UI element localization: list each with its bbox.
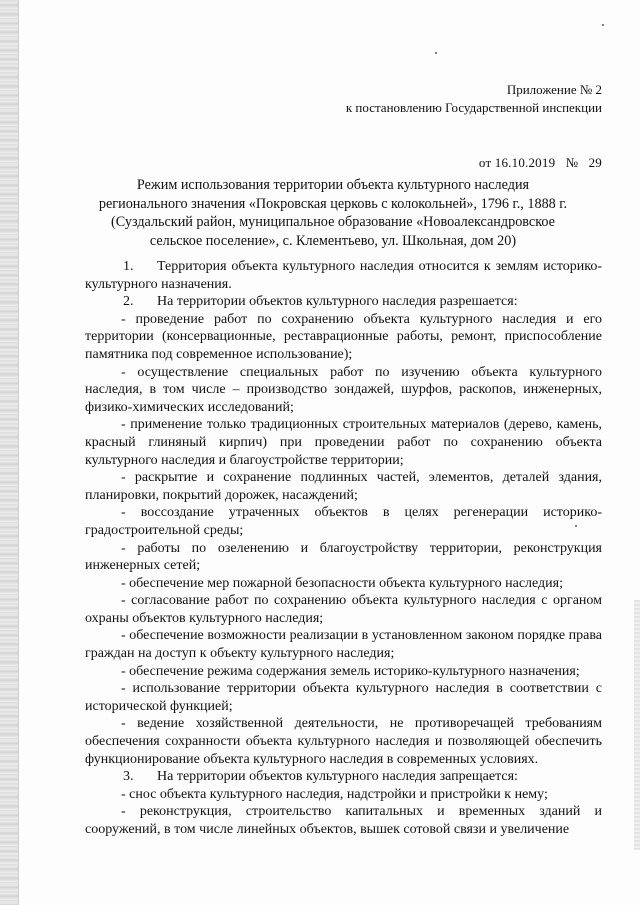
order-date-number: от 16.10.2019 № 29 bbox=[478, 155, 602, 170]
list-item: - снос объекта культурного наследия, надстройки и пристройки к нему; bbox=[121, 786, 548, 802]
title-line: Режим использования территории объекта культурного наследия bbox=[136, 177, 530, 193]
document-title bbox=[60, 176, 606, 250]
list-item: - ведение хозяйственной деятельности, не противоречащей требованиям обеспечения сохранности объекта культурного наследия и позволяющей обеспечить функционирование объекта культурного наследия в современных условиях. bbox=[85, 716, 602, 767]
title-line: (Суздальский район, муниципальное образование «Новоалександровское bbox=[111, 214, 555, 230]
scan-speck bbox=[435, 52, 437, 54]
paragraph-text: Территория объекта культурного наследия относится к землям историко-культурного назначения. bbox=[85, 259, 602, 292]
title-line: регионального значения «Покровская церковь с колокольней», 1796 г., 1888 г. bbox=[98, 195, 568, 212]
paragraph-text: На территории объектов культурного наследия разрешается: bbox=[157, 294, 518, 310]
scan-right-edge bbox=[634, 600, 640, 850]
paragraph-2 bbox=[85, 293, 602, 311]
paragraph-number: 1. bbox=[123, 259, 134, 274]
paragraph-1 bbox=[85, 258, 602, 293]
list-item: - обеспечение возможности реализации в установленном законом порядке права граждан на доступ к объекту культурного наследия; bbox=[85, 628, 602, 662]
list-item: - применение только традиционных строительных материалов (дерево, камень, красный глиняный кирпич) при проведении работ по сохранению объекта культурного наследия и благоустройстве территории; bbox=[85, 417, 602, 468]
paragraph-number: 2. bbox=[123, 294, 134, 310]
list-item: - работы по озеленению и благоустройству территории, реконструкция инженерных сетей; bbox=[85, 540, 602, 574]
list-item: - осуществление специальных работ по изучению объекта культурного наследия, в том числе – производство зондажей, шурфов, раскопов, инженерных, физико-химических исследований; bbox=[85, 364, 602, 415]
list-item: - обеспечение мер пожарной безопасности объекта культурного наследия; bbox=[121, 575, 564, 591]
paragraph-text: На территории объектов культурного наследия запрещается: bbox=[157, 769, 518, 785]
list-item: - проведение работ по сохранению объекта культурного наследия и его территории (консервационные, реставрационные работы, ремонт, приспособление памятника под современное использование); bbox=[85, 311, 602, 362]
list-item: - согласование работ по сохранению объекта культурного наследия с органом охраны объектов культурного наследия; bbox=[85, 593, 602, 626]
title-line: сельское поселение», с. Клементьево, ул. Школьная, дом 20) bbox=[149, 232, 517, 249]
scan-left-edge bbox=[0, 0, 19, 905]
list-item: - раскрытие и сохранение подлинных частей, элементов, деталей здания, планировки, покрытий дорожек, насаждений; bbox=[85, 470, 602, 503]
scan-speck bbox=[602, 24, 604, 26]
list-item: - воссоздание утраченных объектов в целях регенерации историко-градостроительной среды; bbox=[85, 505, 602, 538]
list-item: - обеспечение режима содержания земель историко-культурного назначения; bbox=[121, 663, 580, 679]
list-item: - реконструкция, строительство капитальных и временных зданий и сооружений, в том числе линейных объектов, вышек сотовой связи и увеличение bbox=[85, 804, 602, 837]
paragraph-3 bbox=[85, 768, 602, 786]
paragraph-number: 3. bbox=[123, 769, 134, 785]
annex-number: Приложение № 2 bbox=[506, 82, 602, 97]
document-body bbox=[85, 258, 602, 839]
annex-reference: к постановлению Государственной инспекции bbox=[345, 100, 602, 115]
list-item: - использование территории объекта культурного наследия в соответствии с исторической функцией; bbox=[85, 681, 602, 714]
